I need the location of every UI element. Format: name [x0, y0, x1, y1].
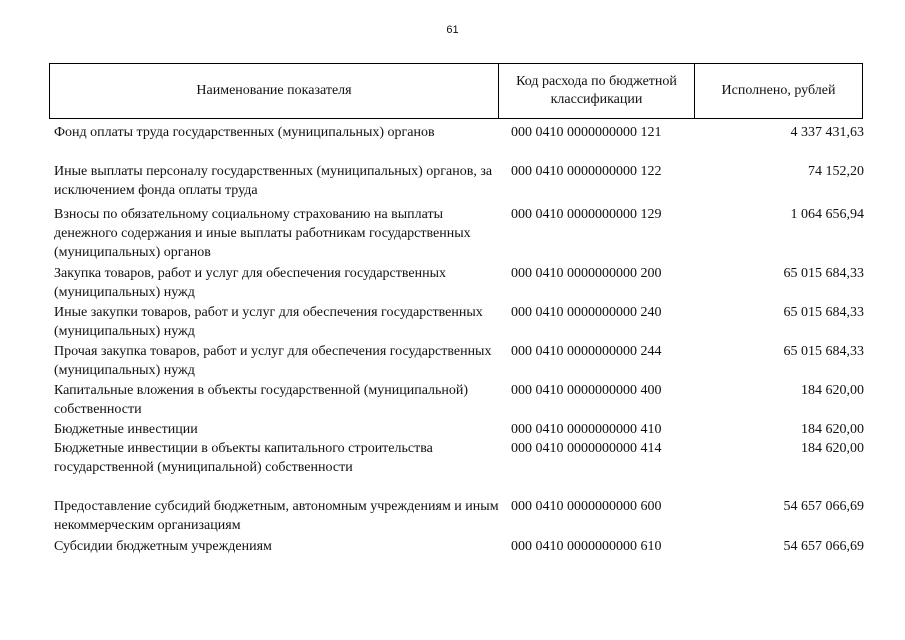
row-name: Бюджетные инвестиции — [54, 422, 198, 437]
row-amount: 54 657 066,69 — [783, 539, 864, 554]
row-amount: 184 620,00 — [801, 441, 864, 456]
row-code: 000 0410 0000000000 600 — [511, 499, 662, 514]
row-amount: 184 620,00 — [801, 422, 864, 437]
table-row — [54, 439, 864, 499]
row-code: 000 0410 0000000000 122 — [511, 164, 662, 179]
row-amount: 1 064 656,94 — [790, 207, 864, 222]
row-amount: 4 337 431,63 — [790, 125, 864, 140]
row-name: Предоставление субсидий бюджетным, автономным учреждениям и иным некоммерческим организациям — [54, 499, 499, 533]
row-name: Взносы по обязательному социальному страхованию на выплаты денежного содержания и иные выплаты работникам государственных (муниципальных) органов — [54, 207, 471, 260]
row-amount: 184 620,00 — [801, 383, 864, 398]
row-name: Капитальные вложения в объекты государственной (муниципальной) собственности — [54, 383, 469, 417]
row-code: 000 0410 0000000000 400 — [511, 383, 662, 398]
row-name: Закупка товаров, работ и услуг для обеспечения государственных (муниципальных) нужд — [54, 266, 447, 300]
table-row — [54, 205, 864, 265]
row-code: 000 0410 0000000000 610 — [511, 539, 662, 554]
row-amount: 54 657 066,69 — [783, 499, 864, 514]
row-name: Иные закупки товаров, работ и услуг для обеспечения государственных (муниципальных) нужд — [54, 305, 483, 339]
row-code: 000 0410 0000000000 240 — [511, 305, 662, 320]
row-code: 000 0410 0000000000 129 — [511, 207, 662, 222]
row-name: Прочая закупка товаров, работ и услуг для обеспечения государственных (муниципальных) нужд — [54, 344, 492, 378]
page-number: 61 — [446, 24, 459, 36]
row-name: Иные выплаты персоналу государственных (муниципальных) органов, за исключением фонда оплаты труда — [54, 164, 493, 198]
row-amount: 74 152,20 — [808, 164, 864, 179]
header-name: Наименование показателя — [50, 64, 499, 118]
row-amount: 65 015 684,33 — [783, 266, 864, 281]
row-code: 000 0410 0000000000 410 — [511, 422, 662, 437]
row-code: 000 0410 0000000000 121 — [511, 125, 662, 140]
header-amount: Исполнено, рублей — [721, 83, 836, 98]
row-code: 000 0410 0000000000 414 — [511, 441, 662, 456]
row-name: Фонд оплаты труда государственных (муниципальных) органов — [54, 125, 435, 140]
row-name: Субсидии бюджетным учреждениям — [54, 539, 272, 554]
row-code: 000 0410 0000000000 244 — [511, 344, 662, 359]
table-row — [54, 537, 864, 597]
header-code: Код расхода по бюджетной классификации — [499, 64, 695, 118]
row-name: Бюджетные инвестиции в объекты капитального строительства государственной (муниципальной) собственности — [54, 441, 433, 475]
table-header — [49, 63, 863, 119]
row-code: 000 0410 0000000000 200 — [511, 266, 662, 281]
row-amount: 65 015 684,33 — [783, 344, 864, 359]
row-amount: 65 015 684,33 — [783, 305, 864, 320]
